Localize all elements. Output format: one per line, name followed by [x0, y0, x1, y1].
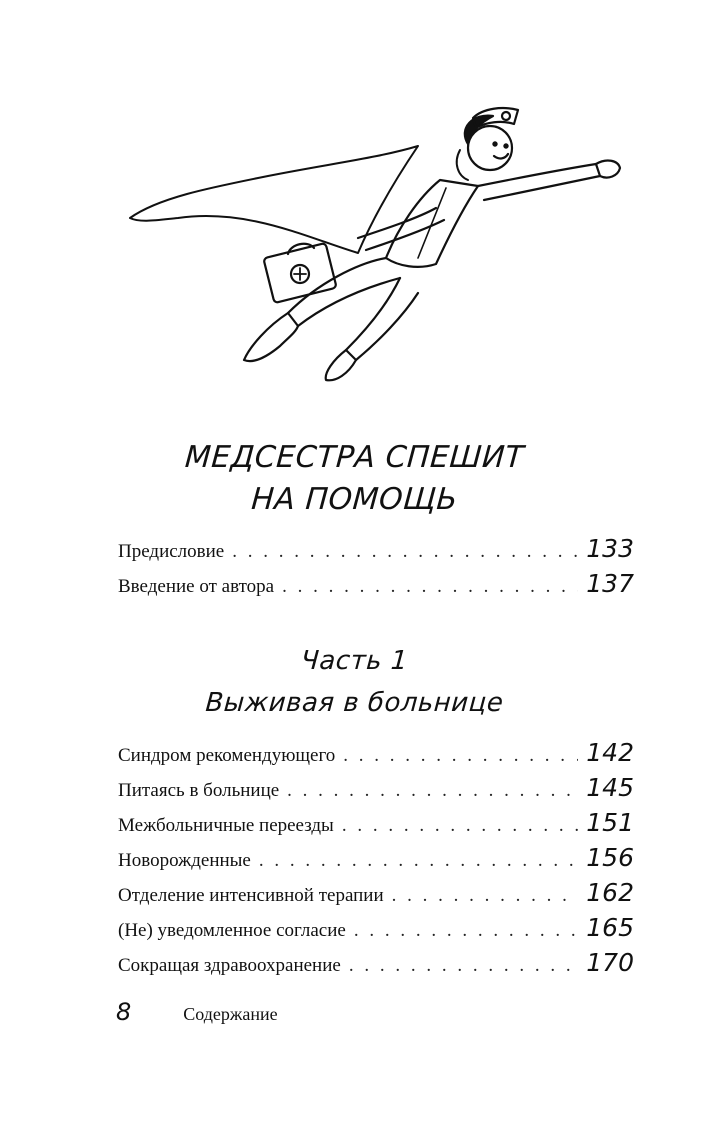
toc-entry-page: 142	[586, 738, 634, 767]
toc-entry[interactable]	[118, 843, 634, 878]
page-footer	[116, 998, 278, 1026]
part-number: Часть 1	[300, 646, 409, 676]
toc-part1-list	[118, 738, 634, 983]
toc-entry-label: (Не) уведомленное согласие	[118, 920, 346, 941]
toc-intro-list	[118, 534, 634, 604]
toc-entry-label: Синдром рекомендующего	[118, 745, 336, 766]
leader-dots	[392, 885, 579, 907]
toc-entry-page: 133	[586, 534, 634, 563]
toc-entry-label: Введение от автора	[118, 576, 275, 597]
toc-entry[interactable]	[118, 773, 634, 808]
part-title: Выживая в больнице	[204, 688, 505, 718]
leader-dots	[342, 815, 578, 837]
toc-entry-page: 162	[586, 878, 634, 907]
footer-page-number: 8	[116, 998, 132, 1026]
toc-entry-page: 170	[586, 948, 634, 977]
toc-entry-label: Предисловие	[118, 541, 225, 562]
section-title-line1: МЕДСЕСТРА СПЕШИТ	[183, 440, 526, 475]
toc-entry[interactable]	[118, 878, 634, 913]
toc-entry-label: Межбольничные переезды	[118, 815, 334, 836]
toc-entry-page: 151	[586, 808, 634, 837]
leader-dots	[259, 850, 578, 872]
toc-entry-author-intro[interactable]	[118, 569, 634, 604]
toc-entry-label: Новорожденные	[118, 850, 251, 871]
leader-dots	[282, 576, 578, 598]
toc-entry-label: Питаясь в больнице	[118, 780, 280, 801]
leader-dots	[343, 745, 578, 767]
leader-dots	[287, 780, 578, 802]
toc-entry-label: Сокращая здравоохранение	[118, 955, 341, 976]
toc-entry[interactable]	[118, 808, 634, 843]
toc-entry-label: Отделение интенсивной терапии	[118, 885, 384, 906]
toc-entry[interactable]	[118, 948, 634, 983]
leader-dots	[354, 920, 578, 942]
toc-entry-preface[interactable]	[118, 534, 634, 569]
footer-section-label: Содержание	[183, 1004, 278, 1024]
toc-entry[interactable]	[118, 913, 634, 948]
toc-entry-page: 145	[586, 773, 634, 802]
flying-nurse-illustration	[118, 88, 638, 418]
leader-dots	[232, 541, 578, 563]
section-title-line2: НА ПОМОЩЬ	[250, 482, 459, 517]
leader-dots	[349, 955, 578, 977]
toc-entry-page: 137	[586, 569, 634, 598]
toc-entry[interactable]	[118, 738, 634, 773]
toc-entry-page: 156	[586, 843, 634, 872]
toc-entry-page: 165	[586, 913, 634, 942]
